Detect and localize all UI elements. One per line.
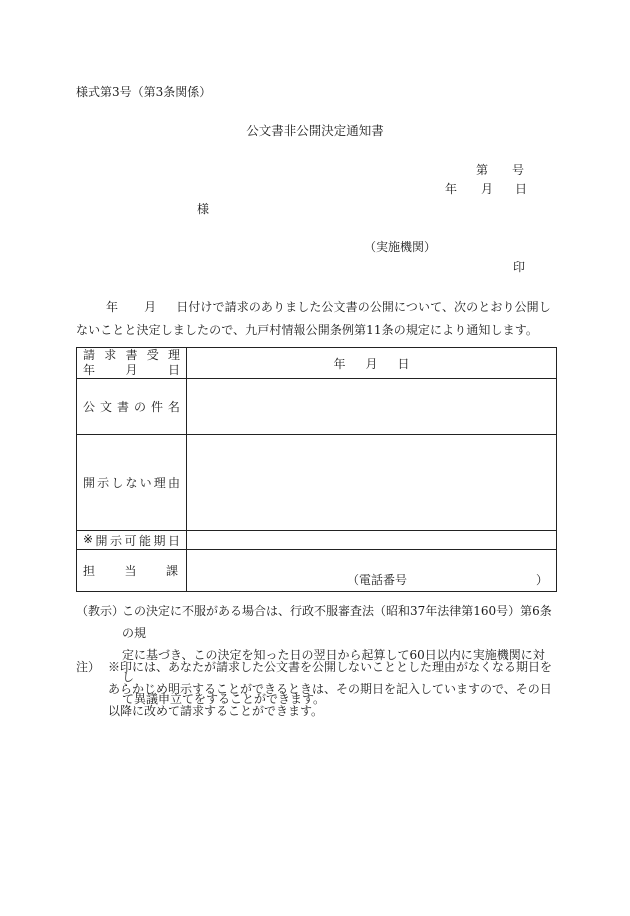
non-disclosure-reason-label: 開 示 し な い 理 由 <box>77 435 187 531</box>
non-disclosure-reason-field[interactable] <box>187 435 557 531</box>
table-row <box>77 348 557 379</box>
issuer-label: （実施機関） <box>364 240 437 254</box>
disclosable-date-field[interactable] <box>187 531 557 550</box>
table-row <box>77 550 557 592</box>
document-name-field[interactable] <box>187 379 557 435</box>
form-number: 様式第3号（第3条関係） <box>76 85 212 99</box>
footnote: 注） ※印には、あなたが請求した公文書を公開しないこととした理由がなくなる期日を あらかじめ明示することができるときは、その期日を記入していますので、その日 以降に改めて請求することができます。 <box>76 656 556 722</box>
department-label: 担 当 課 <box>77 550 187 592</box>
decision-table <box>76 347 557 592</box>
request-received-date-label: 請 求 書 受 理 年 月 日 <box>77 348 187 379</box>
addressee-suffix: 様 <box>197 202 210 216</box>
phone-number-close: ） <box>535 573 548 587</box>
table-row <box>77 379 557 435</box>
table-row <box>77 435 557 531</box>
document-number <box>476 164 524 176</box>
disclosable-date-label: ※ 開 示 可 能 期 日 <box>77 531 187 550</box>
document-title: 公文書非公開決定通知書 <box>246 123 384 138</box>
table-row <box>77 531 557 550</box>
appeal-instruction: （教示） この決定に不服がある場合は、行政不服審査法（昭和37年法律第160号）第6条の規 定に基づき、この決定を知った日の翌日から起算して60日以内に実施機関に対し て異議申立てをすることができます。 <box>76 600 556 710</box>
seal-mark: 印 <box>513 260 526 274</box>
department-field[interactable] <box>187 550 557 592</box>
date-year: 年 <box>445 182 458 196</box>
appeal-instruction-tag: （教示） <box>76 604 125 618</box>
body-month: 月 <box>144 300 157 314</box>
body-text: 日付けで請求のありました公文書の公開について、次のとおり公開しないことと決定しましたので、九戸村情報公開条例第11条の規定により通知します。 <box>76 300 551 337</box>
date-day: 日 <box>515 182 528 196</box>
phone-number-label: （電話番号 <box>347 573 408 587</box>
document-name-label: 公 文 書 の 件 名 <box>77 379 187 435</box>
footnote-tag: 注） <box>76 660 101 674</box>
body-year: 年 <box>106 300 119 314</box>
date-month: 月 <box>481 182 494 196</box>
doc-number-suffix: 号 <box>512 163 525 177</box>
doc-number-prefix: 第 <box>476 163 489 177</box>
issue-date <box>445 183 527 195</box>
request-received-date-field[interactable]: 年 月 日 <box>187 348 557 379</box>
notice-body <box>76 296 554 342</box>
